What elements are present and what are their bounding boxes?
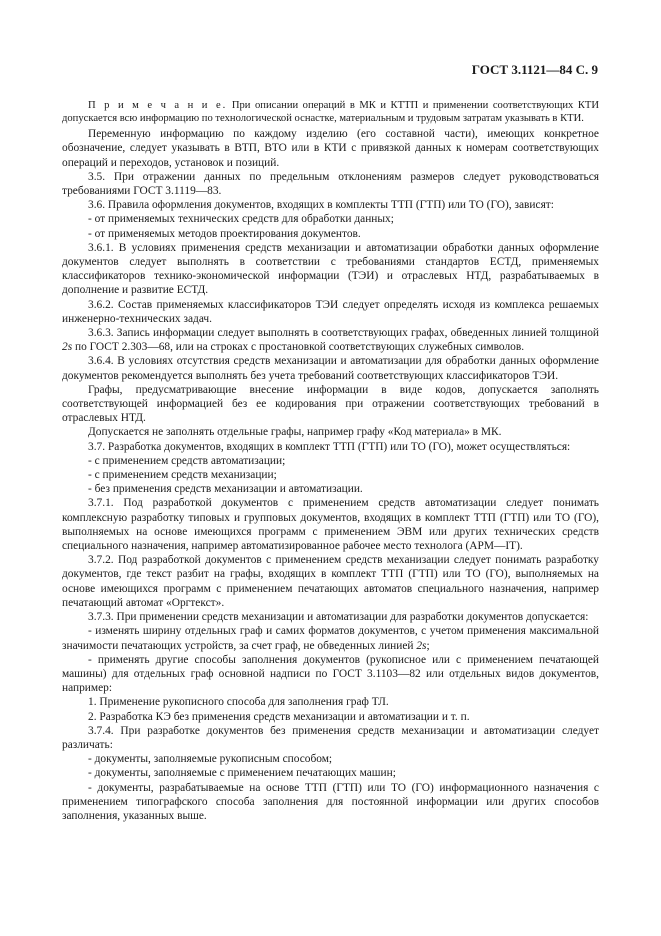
paragraph: 3.5. При отражении данных по предельным отклонениям размеров следует руководствоваться требованиями ГОСТ 3.1119—83. xyxy=(62,170,599,197)
list-item: - от применяемых технических средств для обработки данных; xyxy=(88,213,394,226)
list-item: - от применяемых методов проектирования документов. xyxy=(88,227,361,240)
paragraph: Переменную информацию по каждому изделию (его составной части), имеющих конкретное обозначение, следует указывать в ВТП, ВТО или в КТИ с привязкой данных к номерам соответствующих операций и переходов, установок и позиций. xyxy=(62,128,599,169)
paragraph xyxy=(62,326,599,354)
note-text: При описании операций в МК и КТТП и применении соответствующих КТИ допускается всю информацию по технологической оснастке, материальным и трудовым затратам указывать в КТИ. xyxy=(62,100,600,124)
page-header: ГОСТ 3.1121—84 С. 9 xyxy=(471,62,598,77)
list-item: 1. Применение рукописного способа для заполнения граф ТЛ. xyxy=(88,696,389,709)
text-run-italic: 2s xyxy=(416,639,427,652)
paragraph: 3.7. Разработка документов, входящих в комплект ТТП (ГТП) или ТО (ГО), может осуществляться: xyxy=(88,440,571,453)
list-item: - с применением средств автоматизации; xyxy=(88,454,286,467)
note-paragraph xyxy=(62,100,599,125)
text-run: по ГОСТ 2.303—68, или на строках с простановкой соответствующих служебных символов. xyxy=(72,341,525,354)
list-item: - без применения средств механизации и автоматизации. xyxy=(88,483,363,496)
paragraph: 3.7.1. Под разработкой документов с применением средств автоматизации следует понимать комплексную разработку типовых и групповых документов, входящих в комплект ТТП (ГТП) или ТО (ГО), выполняемых на основе имеющихся программ с применением ЭВМ или других технических средств специального назначения, например автоматизированное рабочее место технолога (АРМ—IT). xyxy=(62,497,599,553)
paragraph: Графы, предусматривающие внесение информации в виде кодов, допускается заполнять соответствующей информацией без ее кодирования при отражении соответствующих требований в отраслевых НТД. xyxy=(62,383,599,425)
text-run-italic: 2s xyxy=(62,341,73,354)
paragraph: 3.7.3. При применении средств механизации и автоматизации для разработки документов допускается: xyxy=(88,611,589,624)
list-item: 2. Разработка КЭ без применения средств механизации и автоматизации и т. п. xyxy=(88,710,470,723)
list-item xyxy=(62,624,599,652)
list-item: - с применением средств механизации; xyxy=(88,469,277,482)
paragraph: 3.6.2. Состав применяемых классификаторов ТЭИ следует определять исходя из комплекса решаемых инженерно-технических задач. xyxy=(62,298,599,325)
text-run: - изменять ширину отдельных граф и самих форматов документов, с учетом применения максимальной значимости печатающих устройств, за счет граф, не обведенных линией xyxy=(62,625,599,652)
paragraph: Допускается не заполнять отдельные графы, например графу «Код материала» в МК. xyxy=(88,426,502,439)
list-item: - документы, заполняемые с применением печатающих машин; xyxy=(88,767,396,780)
paragraph: 3.6.4. В условиях отсутствия средств механизации и автоматизации для обработки данных оформление документов рекомендуется выполнять без учета требований соответствующих классификаторов ТЭИ. xyxy=(62,355,599,382)
list-item: - документы, разрабатываемые на основе ТТП (ГТП) или ТО (ГО) информационного назначения с применением типографского способа заполнения для постоянной информации или других способов заполнения, указанных выше. xyxy=(62,781,599,822)
paragraph: 3.6.1. В условиях применения средств механизации и автоматизации обработки данных оформление документов следует выполнять в соответствии с требованиями стандартов ЕСТД, применяемых классификаторов технико-экономической информации (ТЭИ) и отраслевых НТД, разрабатываемых в дополнение и развитие ЕСТД. xyxy=(62,241,599,297)
text-run: 3.6.3. Запись информации следует выполнять в соответствующих графах, обведенных линией толщиной xyxy=(88,327,599,340)
note-label: П р и м е ч а н и е. xyxy=(88,100,228,111)
paragraph: 3.7.4. При разработке документов без применения средств механизации и автоматизации следует различать: xyxy=(62,724,599,751)
paragraph: 3.6. Правила оформления документов, входящих в комплекты ТТП (ГТП) или ТО (ГО), зависят: xyxy=(88,199,554,212)
list-item: - применять другие способы заполнения документов (рукописное или с применением печатающей машины) для отдельных граф основной надписи по ГОСТ 3.1103—82 или отдельных видов документов, например: xyxy=(62,653,599,695)
paragraph: 3.7.2. Под разработкой документов с применением средств механизации следует понимать разработку документов, где текст разбит на графы, входящих в комплект ТТП (ГТП) или ТО (ГО), выполняемых на основе имеющихся программ с применением печатающих автоматов специального назначения, например печатающий автомат «Оргтекст». xyxy=(62,554,599,609)
text-run: ; xyxy=(426,639,430,652)
document-body xyxy=(62,100,599,823)
list-item: - документы, заполняемые рукописным способом; xyxy=(88,753,333,766)
